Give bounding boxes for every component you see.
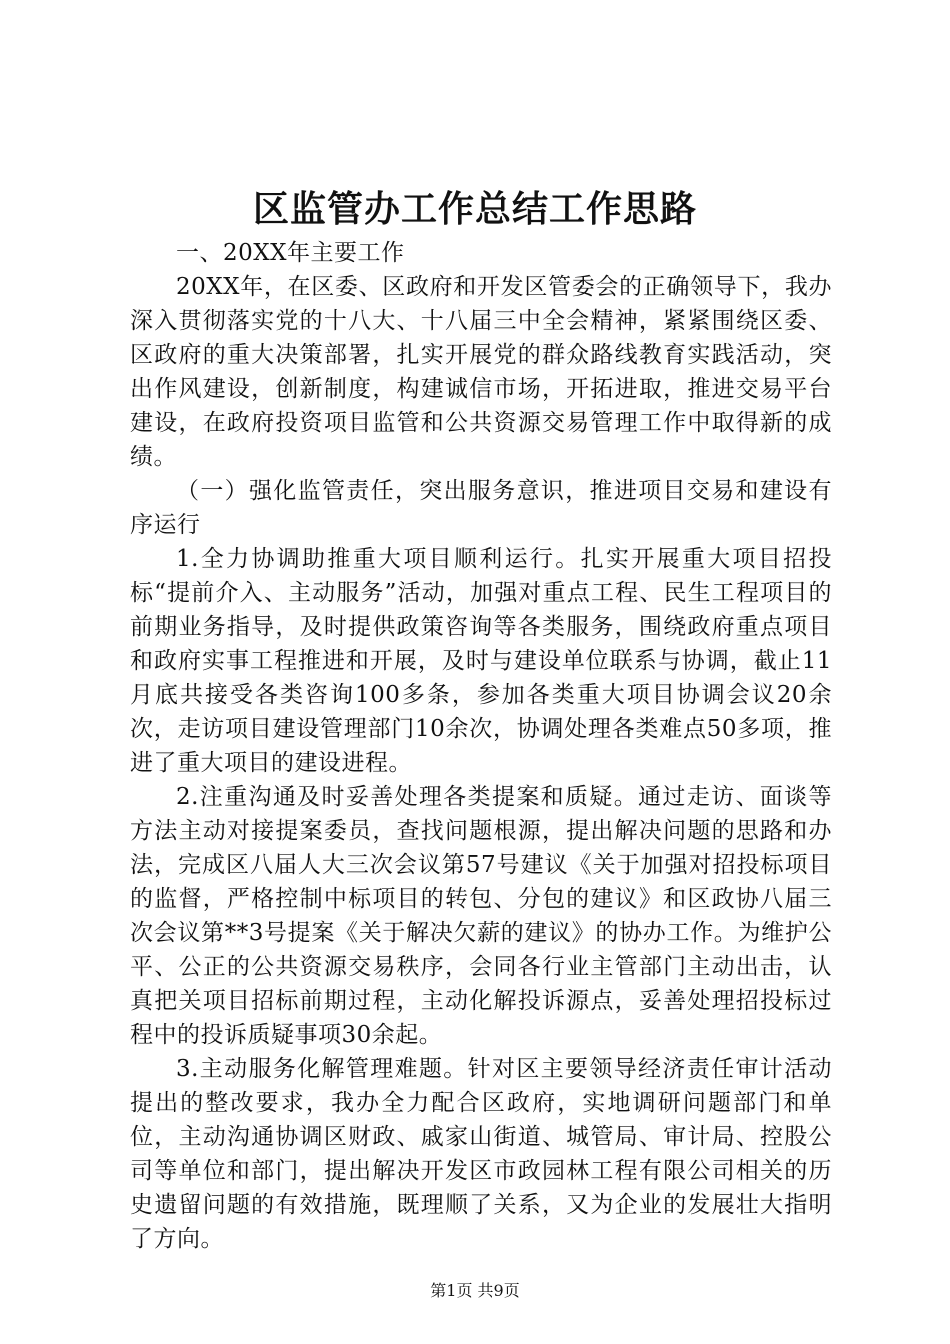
section-heading: 一、20XX年主要工作 [176,240,405,266]
body-paragraph-2: 2.注重沟通及时妥善处理各类提案和质疑。通过走访、面谈等方法主动对接提案委员，查找问题根源，提出解决问题的思路和办法，完成区八届人大三次会议第57号建议《关于加强对招投标项目的监督，严格控制中标项目的转包、分包的建议》和区政协八届三次会议第**3号提案《关于解决欠薪的建议》的协办工作。为维护公平、公正的公共资源交易秩序，会同各行业主管部门主动出击，认真把关项目招标前期过程，主动化解投诉源点，妥善处理招投标过程中的投诉质疑事项30余起。 [130,784,832,1048]
body-paragraph-1: 1.全力协调助推重大项目顺利运行。扎实开展重大项目招投标“提前介入、主动服务”活动，加强对重点工程、民生工程项目的前期业务指导，及时提供政策咨询等各类服务，围绕政府重点项目和政府实事工程推进和开展，及时与建设单位联系与协调，截止11月底共接受各类咨询100多条，参加各类重大项目协调会议20余次，走访项目建设管理部门10余次，协调处理各类难点50多项，推进了重大项目的建设进程。 [130,546,832,776]
document-body [130,236,832,1256]
page-footer: 第1页 共9页 [430,1281,520,1300]
subsection-heading: （一）强化监管责任，突出服务意识，推进项目交易和建设有序运行 [130,478,832,538]
document-title: 区监管办工作总结工作思路 [252,188,697,230]
intro-paragraph: 20XX年，在区委、区政府和开发区管委会的正确领导下，我办深入贯彻落实党的十八大、十八届三中全会精神，紧紧围绕区委、区政府的重大决策部署，扎实开展党的群众路线教育实践活动，突出作风建设，创新制度，构建诚信市场，开拓进取，推进交易平台建设，在政府投资项目监管和公共资源交易管理工作中取得新的成绩。 [130,274,832,470]
body-paragraph-3: 3.主动服务化解管理难题。针对区主要领导经济责任审计活动提出的整改要求，我办全力配合区政府，实地调研问题部门和单位，主动沟通协调区财政、戚家山街道、城管局、审计局、控股公司等单位和部门，提出解决开发区市政园林工程有限公司相关的历史遗留问题的有效措施，既理顺了关系，又为企业的发展壮大指明了方向。 [130,1056,832,1252]
